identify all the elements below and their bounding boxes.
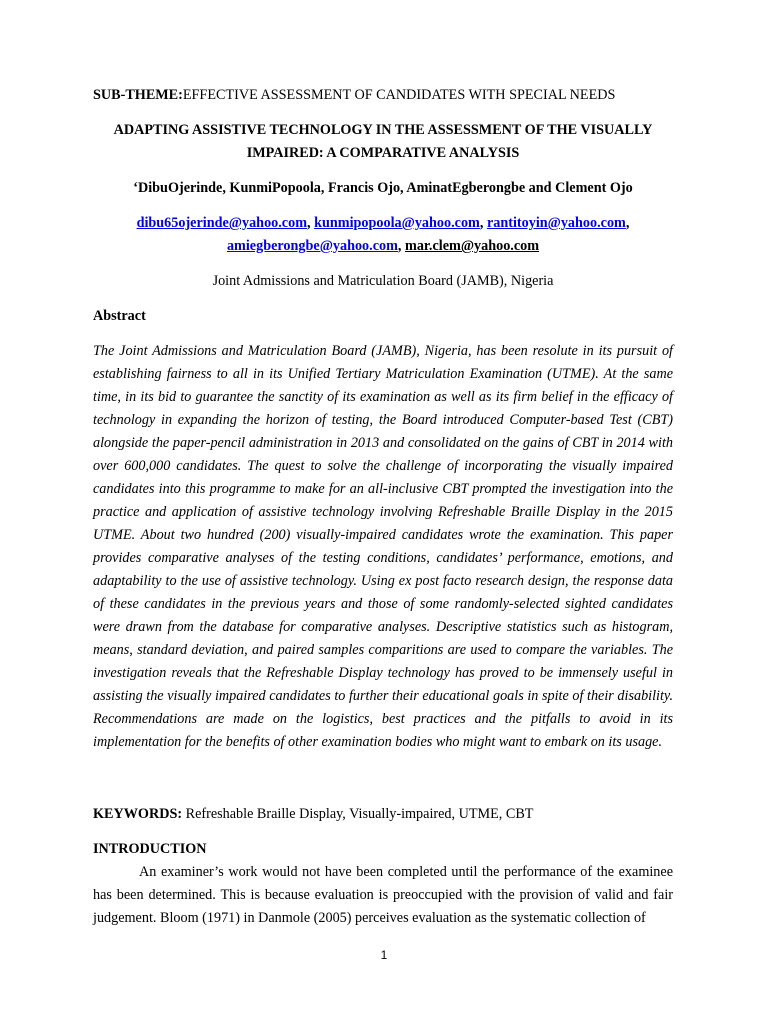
introduction-heading: INTRODUCTION [93,841,207,857]
introduction-body: An examiner’s work would not have been completed until the performance of the examinee has been determined. This is because evaluation is preoccupied with the provision of valid and fair judgement. Bloom (1971) in Danmole (2005) perceives evaluation as the systematic collection of [93,864,673,926]
email-link-ojerinde[interactable]: dibu65ojerinde@yahoo.com [136,215,308,231]
email-link-egberongbe[interactable]: amiegberongbe@yahoo.com [226,238,398,254]
email-separator: , [397,238,406,254]
email-separator: , [625,215,630,231]
keywords-text: Refreshable Braille Display, Visually-impaired, UTME, CBT [182,806,534,822]
email-link-rantitoyin[interactable]: rantitoyin@yahoo.com [486,215,626,231]
page-number: 1 [380,948,388,962]
author-list: ‘DibuOjerinde, KunmiPopoola, Francis Ojo, AminatEgberongbe and Clement Ojo [133,180,633,196]
abstract-body: The Joint Admissions and Matriculation Board (JAMB), Nigeria, has been resolute in its pursuit of establishing fairness to all in its Unified Tertiary Matriculation Examination (UTME). At the same time, in its bid to guarantee the sanctity of its examination as well as its firm belief in the efficacy of technology in expanding the horizon of testing, the Board introduced Computer-based Test (CBT) alongside the paper-pencil administration in 2013 and consolidated on the gains of CBT in 2014 with over 600,000 candidates. The quest to solve the challenge of incorporating the visually impaired candidates into this programme to make for an all-inclusive CBT prompted the investigation into the practice and application of assistive technology involving Refreshable Braille Display in the 2015 UTME. About two hundred (200) visually-impaired candidates wrote the examination. This paper provides comparative analyses of the testing conditions, candidates’ performance, emotions, and adaptability to the use of assistive technology. Using ex post facto research design, the response data of these candidates in the previous years and those of some randomly-selected sighted candidates were drawn from the database for comparative analyses. Descriptive statistics such as histogram, means, standard deviation, and paired samples comparitions are used to compare the variables. The investigation reveals that the Refreshable Display technology has proved to be immensely useful in assisting the visually impaired candidates to further their educational goals in spite of their disability. Recommendations are made on the logistics, best practices and the pitfalls to avoid in its implementation for the benefits of other examination bodies who might want to embark on its usage. [93,343,673,750]
keywords-label: KEYWORDS: [93,806,183,822]
email-link-clem[interactable]: mar.clem@yahoo.com [405,238,540,254]
sub-theme-label: SUB-THEME: [93,87,183,103]
paper-title: ADAPTING ASSISTIVE TECHNOLOGY IN THE ASSESSMENT OF THE VISUALLY IMPAIRED: A COMPARATIVE ANALYSIS [113,122,653,161]
affiliation: Joint Admissions and Matriculation Board (JAMB), Nigeria [212,273,554,289]
email-separator: , [307,215,315,231]
keywords [93,803,673,826]
abstract-heading: Abstract [93,308,146,324]
author-emails [93,212,673,258]
sub-theme-text: EFFECTIVE ASSESSMENT OF CANDIDATES WITH SPECIAL NEEDS [182,87,616,103]
email-separator: , [479,215,487,231]
sub-theme [93,84,673,107]
email-link-popoola[interactable]: kunmipopoola@yahoo.com [314,215,480,231]
